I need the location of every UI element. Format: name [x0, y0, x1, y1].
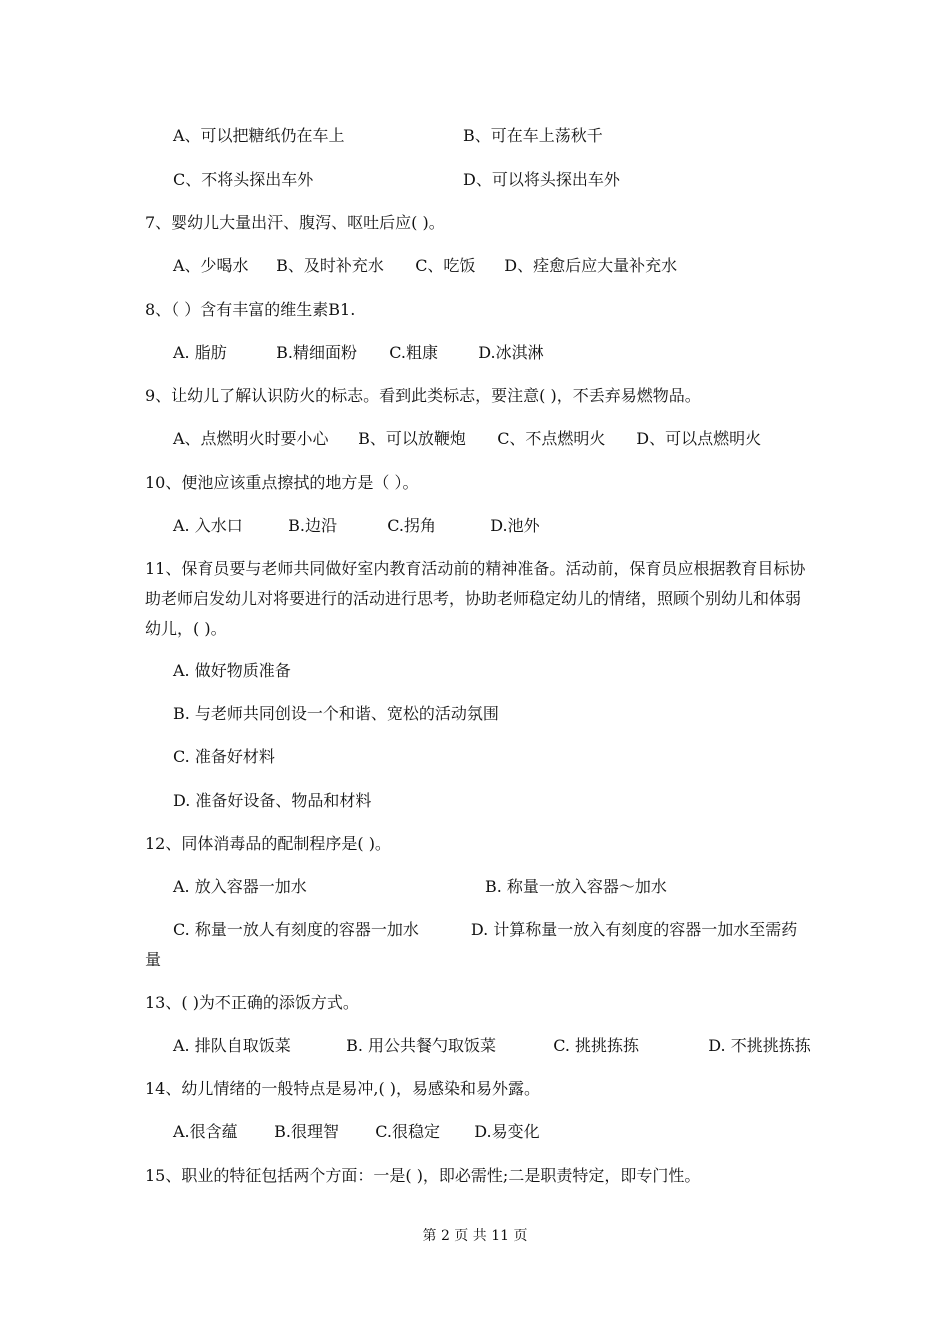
q12-options-row1	[173, 872, 853, 902]
q7-option-a: A、少喝水	[173, 256, 249, 275]
q14-option-b: B.很理智	[274, 1122, 339, 1141]
q9-option-c: C、不点燃明火	[497, 429, 606, 448]
q14-option-c: C.很稳定	[375, 1122, 440, 1141]
q13-stem: 13、( )为不正确的添饭方式。	[145, 993, 359, 1012]
q8-options	[173, 338, 853, 368]
q12-option-c: C. 称量一放人有刻度的容器一加水	[173, 920, 419, 939]
q7-option-b: B、及时补充水	[276, 256, 384, 275]
q13-options	[173, 1031, 853, 1061]
q14-option-d: D.易变化	[474, 1122, 540, 1141]
q9-option-b: B、可以放鞭炮	[358, 429, 466, 448]
q9-options	[173, 424, 853, 454]
q11-option-d: D. 准备好设备、物品和材料	[173, 791, 372, 810]
q9-option-d: D、可以点燃明火	[636, 429, 762, 448]
q6-option-a: A、可以把糖纸仍在车上	[173, 126, 345, 145]
q8-option-a: A. 脂肪	[173, 343, 227, 362]
q9-option-a: A、点燃明火时要小心	[173, 429, 329, 448]
q14-option-a: A.很含蕴	[173, 1122, 238, 1141]
q10-stem: 10、便池应该重点擦拭的地方是（ ）。	[145, 473, 419, 492]
q6-option-c: C、不将头探出车外	[173, 170, 314, 189]
q6-option-d: D、可以将头探出车外	[463, 170, 620, 189]
q12-option-d: D. 计算称量一放入有刻度的容器一加水至需药量	[145, 920, 798, 969]
q7-stem: 7、婴幼儿大量出汗、腹泻、呕吐后应( )。	[145, 213, 445, 232]
q6-options-row1	[173, 121, 853, 151]
q13-option-c: C. 挑挑拣拣	[553, 1036, 640, 1055]
q13-option-b: B. 用公共餐勺取饭菜	[346, 1036, 497, 1055]
q7-option-d: D、痊愈后应大量补充水	[504, 256, 678, 275]
q10-option-b: B.边沿	[288, 516, 337, 535]
q12-stem: 12、同体消毒品的配制程序是( )。	[145, 834, 391, 853]
q11-option-b: B. 与老师共同创设一个和谐、宽松的活动氛围	[173, 704, 499, 723]
page-footer: 第 2 页 共 11 页	[422, 1228, 528, 1244]
q11-option-a: A. 做好物质准备	[173, 661, 291, 680]
q6-option-b: B、可在车上荡秋千	[463, 126, 603, 145]
q15-stem: 15、职业的特征包括两个方面：一是( )，即必需性;二是职责特定，即专门性。	[145, 1166, 701, 1185]
q14-options	[173, 1117, 853, 1147]
q12-option-b: B. 称量一放入容器～加水	[485, 877, 667, 896]
q8-option-c: C.粗康	[389, 343, 438, 362]
q9-stem: 9、让幼儿了解认识防火的标志。看到此类标志，要注意( )，不丢弃易燃物品。	[145, 386, 701, 405]
q10-options	[173, 511, 853, 541]
q6-options-row2	[173, 165, 853, 195]
q8-option-b: B.精细面粉	[276, 343, 357, 362]
q7-options	[173, 251, 853, 281]
q13-option-a: A. 排队自取饭菜	[173, 1036, 291, 1055]
q14-stem: 14、幼儿情绪的一般特点是易冲,( )，易感染和易外露。	[145, 1079, 541, 1098]
q10-option-a: A. 入水口	[173, 516, 243, 535]
q11-option-c: C. 准备好材料	[173, 747, 275, 766]
q10-option-c: C.拐角	[387, 516, 436, 535]
q12-options-row2	[145, 915, 809, 975]
q13-option-d: D. 不挑挑拣拣	[708, 1036, 811, 1055]
q8-option-d: D.冰淇淋	[478, 343, 544, 362]
q11-stem: 11、保育员要与老师共同做好室内教育活动前的精神准备。活动前，保育员应根据教育目标协助老师启发幼儿对将要进行的活动进行思考，协助老师稳定幼儿的情绪，照顾个别幼儿和体弱幼儿，( )。	[145, 559, 806, 638]
q7-option-c: C、吃饭	[415, 256, 476, 275]
q10-option-d: D.池外	[490, 516, 540, 535]
q12-option-a: A. 放入容器一加水	[173, 877, 307, 896]
q8-stem: 8、（ ）含有丰富的维生素B1.	[145, 300, 356, 319]
